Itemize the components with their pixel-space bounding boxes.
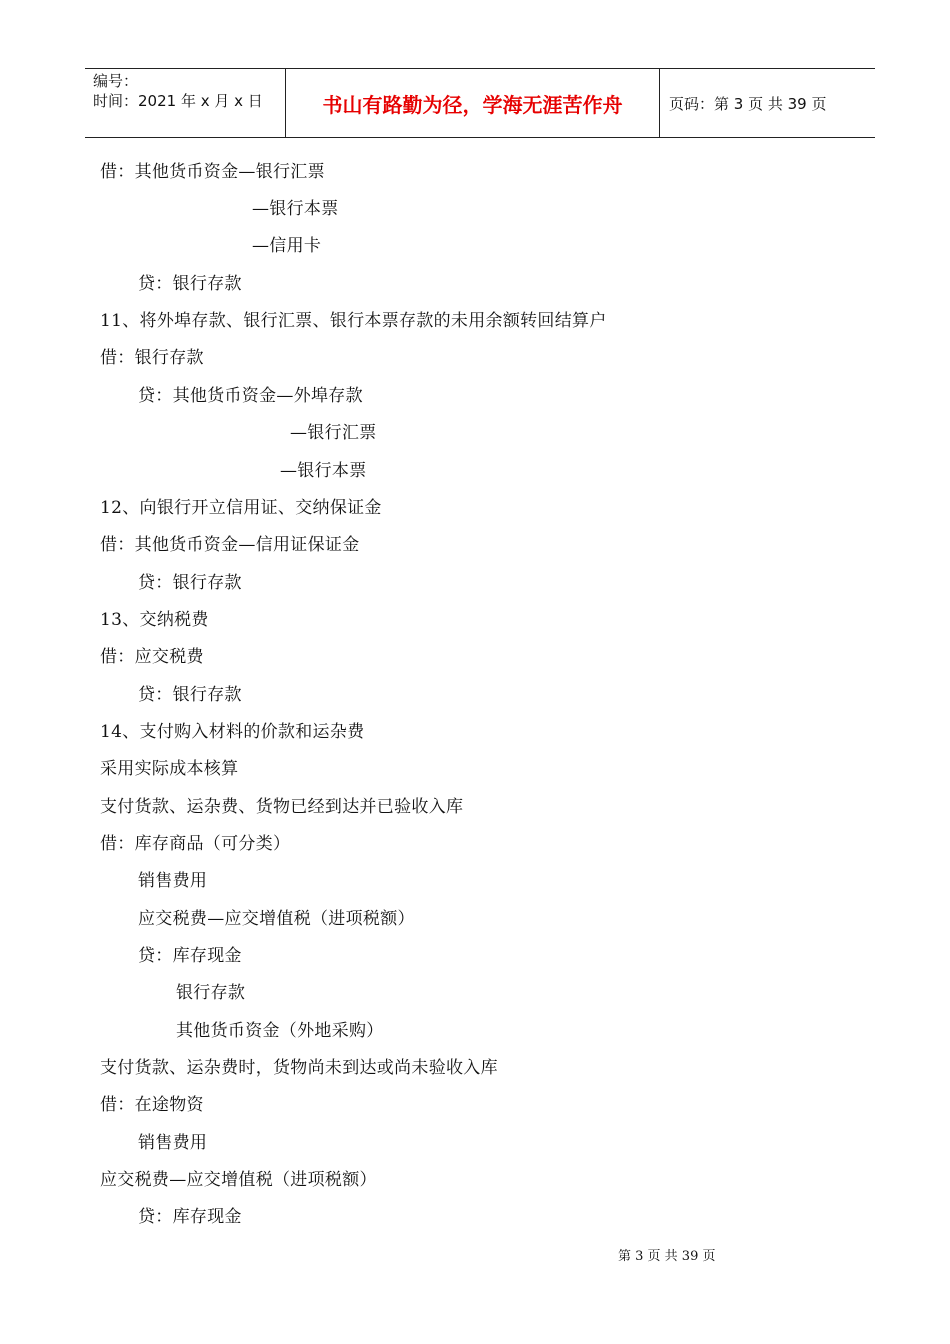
entry-line: 应交税费—应交增值税（进项税额）: [138, 909, 415, 929]
entry-line: —信用卡: [252, 236, 322, 256]
page-footer: [0, 1247, 950, 1267]
entry-line: 支付货款、运杂费、货物已经到达并已验收入库: [100, 797, 464, 817]
entry-line: 贷：银行存款: [138, 274, 242, 294]
entry-line: 应交税费—应交增值税（进项税额）: [100, 1170, 377, 1190]
entry-line: 贷：银行存款: [138, 573, 242, 593]
entry-line: 支付货款、运杂费时，货物尚未到达或尚未验收入库: [100, 1058, 498, 1078]
doc-date-label: 时间：2021 年 x 月 x 日: [93, 92, 263, 110]
page-header: [85, 68, 875, 138]
entry-line: —银行本票: [252, 199, 339, 219]
entry-line: 贷：其他货币资金—外埠存款: [138, 386, 363, 406]
section-heading: 11、将外埠存款、银行汇票、银行本票存款的未用余额转回结算户: [100, 311, 607, 331]
entry-line: 贷：库存现金: [138, 1207, 242, 1227]
entry-line: —银行汇票: [290, 423, 377, 443]
entry-line: 销售费用: [138, 1133, 208, 1153]
entry-line: 贷：银行存款: [138, 685, 242, 705]
header-meta: [93, 71, 285, 135]
section-heading: 14、支付购入材料的价款和运杂费: [100, 722, 365, 742]
entry-line: 借：其他货币资金—银行汇票: [100, 162, 325, 182]
entry-line: 销售费用: [138, 871, 208, 891]
section-heading: 12、向银行开立信用证、交纳保证金: [100, 498, 382, 518]
entry-line: 借：在途物资: [100, 1095, 204, 1115]
entry-line: 借：银行存款: [100, 348, 204, 368]
header-page-info: 页码：第 3 页 共 39 页: [669, 94, 827, 113]
entry-line: 银行存款: [176, 983, 246, 1003]
entry-line: 贷：库存现金: [138, 946, 242, 966]
entry-line: 借：库存商品（可分类）: [100, 834, 291, 854]
header-motto: 书山有路勤为径，学海无涯苦作舟: [322, 92, 623, 117]
section-heading: 13、交纳税费: [100, 610, 209, 630]
entry-line: —银行本票: [280, 461, 367, 481]
entry-line: 借：其他货币资金—信用证保证金: [100, 535, 360, 555]
footer-page-number: 第 3 页 共 39 页: [618, 1249, 716, 1264]
entry-line: 借：应交税费: [100, 647, 204, 667]
header-divider-right: [659, 69, 660, 137]
doc-number-label: 编号：: [93, 72, 139, 90]
entry-line: 采用实际成本核算: [100, 759, 239, 779]
entry-line: 其他货币资金（外地采购）: [176, 1021, 384, 1041]
